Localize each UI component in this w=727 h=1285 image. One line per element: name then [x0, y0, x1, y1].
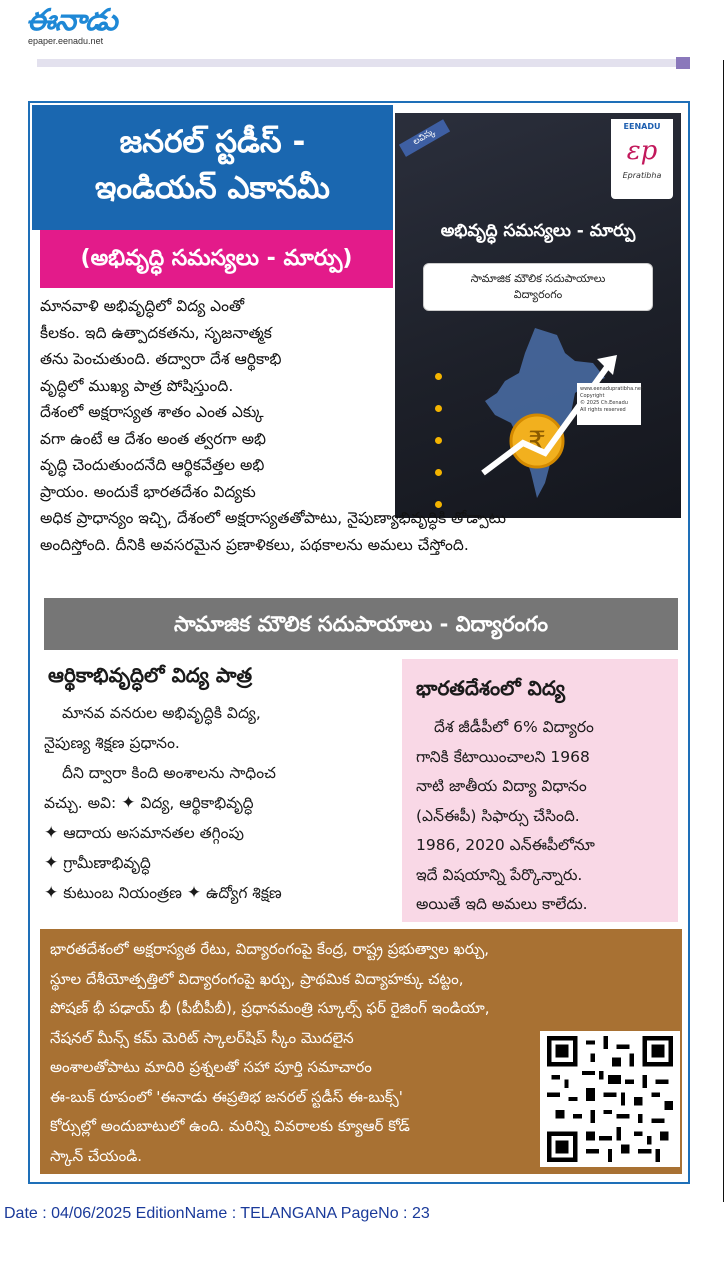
cover-brand: EENADU: [623, 122, 661, 131]
top-divider: [37, 59, 680, 67]
right-border-line: [723, 60, 724, 1202]
cover-title: అభివృద్ధి సమస్యలు - మార్పు: [440, 221, 636, 241]
education-in-india-box: [402, 659, 678, 922]
left-line: దీని ద్వారా కింది అంశాలను సాధించ: [62, 764, 276, 782]
list-row: [44, 848, 384, 878]
pink-line: (ఎన్‌ఈపీ) సిఫార్సు చేసింది.: [416, 806, 580, 825]
article-title-line2: ఇండియన్ ఎకానమీ: [95, 170, 330, 206]
cover-tag: లవిస్క: [399, 119, 450, 157]
rupee-symbol: ₹: [528, 425, 546, 458]
list-item: కుటుంబ నియంత్రణ: [63, 884, 182, 902]
list-item: విద్య, ఆర్థికాభివృద్ధి: [140, 794, 254, 812]
intro-line: ప్రాయం. అందుకే భారతదేశం విద్యకు: [40, 482, 256, 501]
promo-line: భారతదేశంలో అక్షరాస్యత రేటు, విద్యారంగంపై కేంద్ర, రాష్ట్ర ప్రభుత్వాల ఖర్చు,: [50, 940, 490, 958]
ebook-promo-box: [40, 929, 682, 1174]
promo-line: స్కాన్ చేయండి.: [50, 1146, 143, 1165]
pink-line: నాటి జాతీయ విద్యా విధానం: [416, 777, 587, 795]
promo-line: నేషనల్ మీన్స్ కమ్ మెరిట్ స్కాలర్‌షిప్ స్కీం మొదలైన: [50, 1028, 354, 1047]
intro-line: వృద్ధి చెందుతుందనేది ఆర్థికవేత్తల అభి: [40, 456, 265, 474]
cover-copyright-card: [577, 383, 641, 425]
left-column-heading: ఆర్థికాభివృద్ధిలో విద్య పాత్ర: [48, 663, 253, 687]
star-bullet-icon: ✦: [44, 823, 59, 843]
pink-line: ఇదే విషయాన్ని పేర్కొన్నారు.: [416, 865, 583, 884]
intro-line: కీలకం. ఇది ఉత్పాదకతను, సృజనాత్మక: [40, 323, 272, 342]
epratibha-logo: [611, 119, 673, 199]
promo-line: స్థూల దేశీయోత్పత్తిలో విద్యారంగంపై ఖర్చు, ప్రాథమిక విద్యాహక్కు చట్టం,: [50, 969, 464, 988]
list-item: ఆదాయ అసమానతల తగ్గింపు: [63, 824, 244, 842]
cover-logo-mark: εp: [626, 136, 658, 166]
star-bullet-icon: ✦: [44, 853, 59, 873]
logo-url: epaper.eenadu.net: [28, 36, 104, 46]
left-line-prefix: వచ్చు. అవి:: [44, 794, 117, 812]
promo-line: ఈ-బుక్ రూపంలో 'ఈనాడు ఈప్రతిభ జనరల్ స్టడీస్ ఈ-బుక్స్': [50, 1087, 403, 1106]
cover-logo-sub: Epratibha: [622, 171, 662, 180]
cover-pill-line1: సామాజిక మౌలిక సదుపాయాలు: [470, 272, 606, 285]
pink-line: దేశ జీడీపీలో 6% విద్యారం: [434, 718, 594, 736]
title-box: [32, 105, 393, 230]
pink-box-heading: భారతదేశంలో విద్య: [416, 676, 566, 700]
eenadu-logo[interactable]: [26, 4, 136, 48]
intro-paragraph: [40, 293, 506, 558]
promo-line: కోర్సుల్లో అందుబాటులో ఉంది. మరిన్ని వివరాలకు క్యూఆర్ కోడ్: [50, 1117, 410, 1135]
list-row: [44, 818, 384, 848]
logo-text: ఈనాడు: [26, 3, 117, 38]
promo-line: పోషణ్ భీ పఢాయ్ భీ (పీబీపీబీ), ప్రధానమంత్రి స్కూల్స్ ఫర్ రైజింగ్ ఇండియా,: [50, 999, 490, 1017]
list-row: [44, 878, 384, 908]
cover-info-line3: © 2025 Ch.Eenadu: [580, 400, 628, 406]
intro-line: వృద్ధిలో ముఖ్య పాత్ర పోషిస్తుంది.: [40, 376, 234, 395]
pink-line: గానికి కేటాయించాలని 1968: [416, 747, 590, 766]
pink-line: అయితే ఇది అమలు కాలేదు.: [416, 895, 588, 913]
left-line: మానవ వనరుల అభివృద్ధికి విద్య,: [62, 704, 261, 722]
article-subtitle: (అభివృద్ధి సమస్యలు - మార్పు): [40, 230, 393, 288]
intro-line: తను పెంచుతుంది. తద్వారా దేశ ఆర్థికాభి: [40, 350, 282, 368]
left-column: [44, 658, 384, 908]
article-clipping: [28, 101, 690, 1184]
cover-info-line2: Copyright: [580, 393, 605, 399]
intro-line: దేశంలో అక్షరాస్యత శాతం ఎంత ఎక్కు: [40, 403, 264, 421]
intro-line: మానవాళి అభివృద్ధిలో విద్య ఎంతో: [40, 297, 245, 315]
article-title-line1: జనరల్ స్టడీస్ -: [119, 124, 306, 160]
cover-info-line4: All rights reserved: [580, 407, 626, 413]
section-heading: సామాజిక మౌలిక సదుపాయాలు - విద్యారంగం: [44, 598, 678, 650]
cover-pill-line2: విద్యారంగం: [513, 288, 563, 301]
pink-line: 1986, 2020 ఎన్‌ఈపీలోనూ: [416, 836, 595, 854]
cover-info-line1: www.eenadupratibha.net: [580, 386, 643, 392]
left-line: నైపుణ్య శిక్షణ ప్రధానం.: [44, 734, 180, 752]
pink-box-text: [416, 713, 668, 920]
star-bullet-icon: ✦: [121, 793, 136, 813]
left-column-text: [44, 698, 384, 908]
list-item: ఉద్యోగ శిక్షణ: [206, 884, 282, 902]
star-bullet-icon: ✦: [44, 883, 59, 903]
left-line-with-item: [44, 788, 384, 818]
promo-line: అంశాలతోపాటు మాదిరి ప్రశ్నలతో సహా పూర్తి సమాచారం: [50, 1058, 372, 1076]
top-divider-accent: [676, 57, 690, 69]
intro-line: అందిస్తోంది. దీనికి అవసరమైన ప్రణాళికలు, పథకాలను అమలు చేస్తోంది.: [40, 535, 469, 554]
intro-line: అధిక ప్రాధాన్యం ఇచ్చి, దేశంలో అక్షరాస్యతతోపాటు, నైపుణ్యాభివృద్ధికి తోడ్పాటు: [40, 509, 506, 527]
intro-line: వగా ఉంటే ఆ దేశం అంత త్వరగా అభి: [40, 429, 266, 448]
page-footer: Date : 04/06/2025 EditionName : TELANGANA PageNo : 23: [4, 1205, 430, 1222]
list-item: గ్రామీణాభివృద్ధి: [63, 854, 151, 872]
star-bullet-icon: ✦: [186, 883, 202, 903]
qr-code-icon[interactable]: [540, 1031, 680, 1167]
